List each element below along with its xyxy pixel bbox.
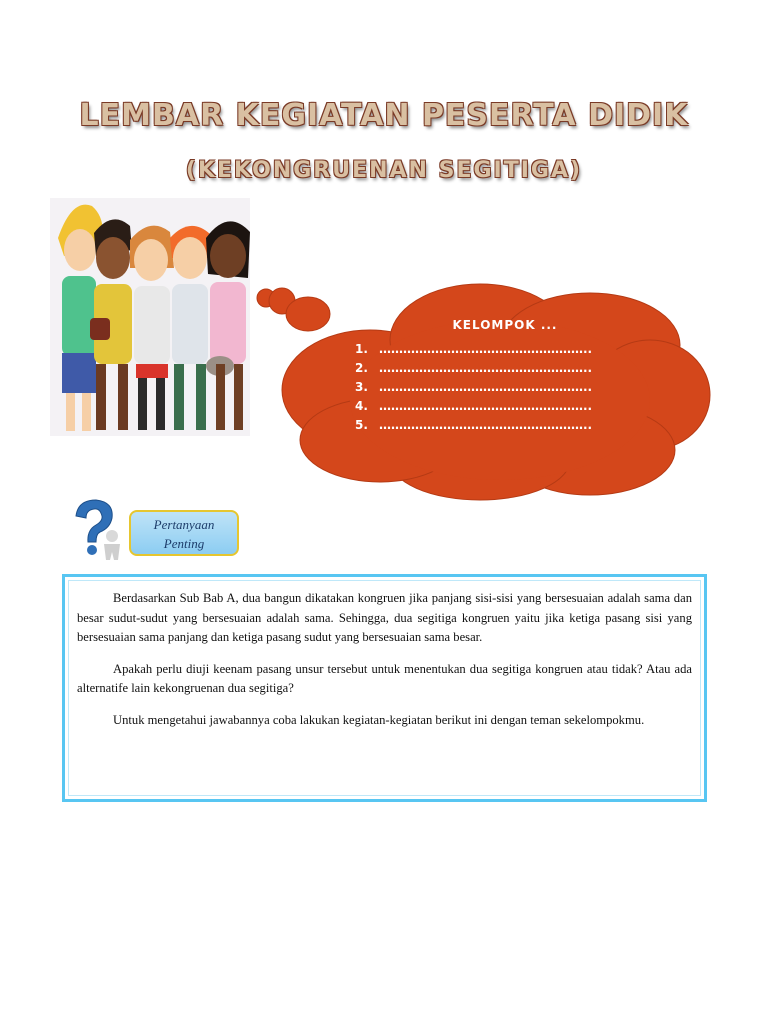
member-item xyxy=(355,416,635,435)
member-item xyxy=(355,397,635,416)
students-illustration xyxy=(50,198,250,436)
page-title: LEMBAR KEGIATAN PESERTA DIDIK xyxy=(79,98,689,133)
member-number: 1. xyxy=(355,342,368,356)
page-subtitle: (KEKONGRUENAN SEGITIGA) xyxy=(185,158,583,183)
member-item xyxy=(355,359,635,378)
member-list xyxy=(355,340,635,435)
member-item xyxy=(355,378,635,397)
question-mark-icon xyxy=(68,498,126,566)
member-number: 3. xyxy=(355,380,368,394)
member-blank: …………………………………………….. xyxy=(379,361,593,375)
member-number: 5. xyxy=(355,418,368,432)
member-blank: …………………………………………….. xyxy=(379,418,593,432)
member-number: 4. xyxy=(355,399,368,413)
member-blank: …………………………………………….. xyxy=(379,342,593,356)
member-blank: …………………………………………….. xyxy=(379,380,593,394)
badge-line-2: Penting xyxy=(163,536,205,551)
important-question-badge xyxy=(129,510,239,556)
member-blank: …………………………………………….. xyxy=(379,399,593,413)
paragraph: Berdasarkan Sub Bab A, dua bangun dikatakan kongruen jika panjang sisi-sisi yang bersesuaian adalah sama dan besar sudut-sudut yang bersesuaian adalah sama. Sehingga, dua segitiga kongruen yaitu jika ketiga pasang sisi yang bersesuaian sama panjang dan ketiga pasang sudut yang bersesuaian sama besar. xyxy=(77,591,692,644)
group-members xyxy=(355,318,635,435)
member-item xyxy=(355,340,635,359)
badge-line-1: Pertanyaan xyxy=(153,517,215,532)
group-title: KELOMPOK ... xyxy=(452,318,558,332)
member-number: 2. xyxy=(355,361,368,375)
paragraph: Untuk mengetahui jawabannya coba lakukan kegiatan-kegiatan berikut ini dengan teman sekelompokmu. xyxy=(113,712,645,727)
content-box xyxy=(62,574,707,802)
paragraph: Apakah perlu diuji keenam pasang unsur tersebut untuk menentukan dua segitiga kongruen atau tidak? Atau ada alternatife lain kekongruenan dua segitiga? xyxy=(77,661,692,695)
